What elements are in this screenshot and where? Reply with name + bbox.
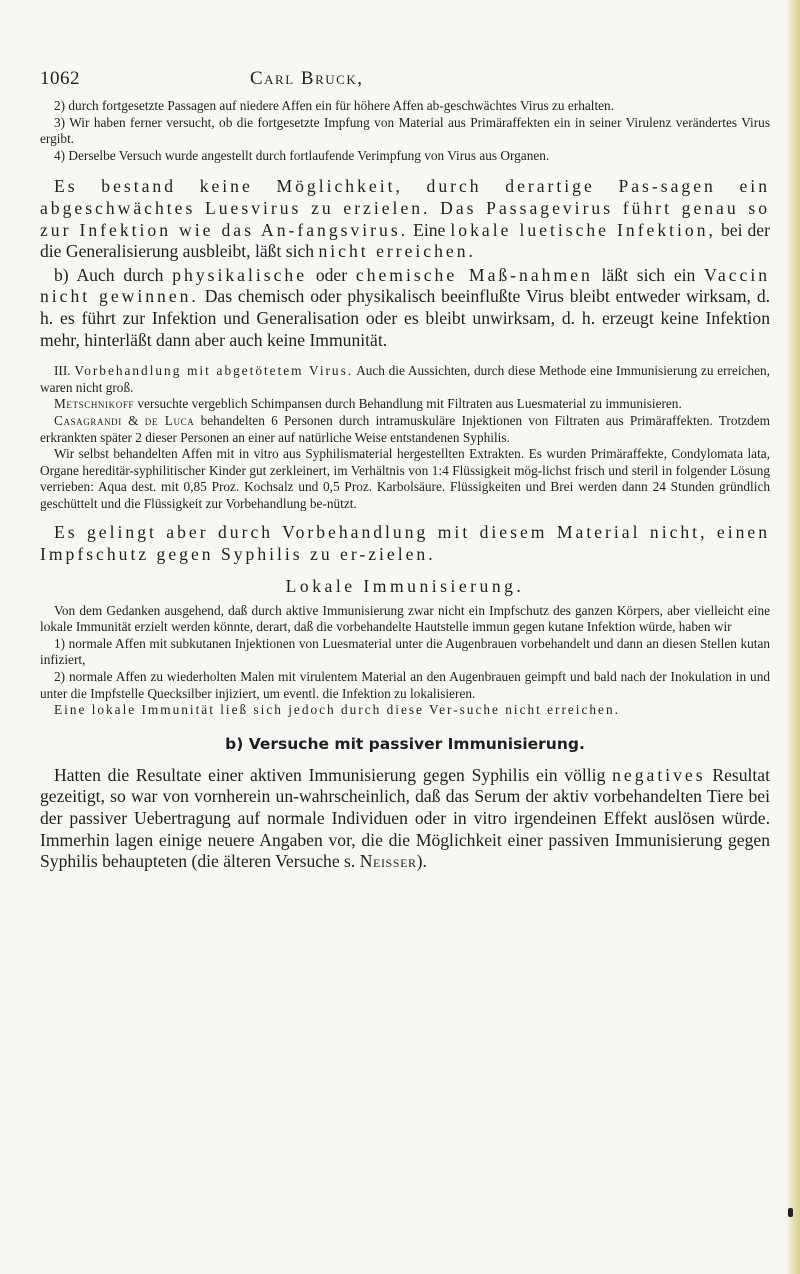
text-run: Hatten die Resultate einer aktiven Immunisierung gegen Syphilis ein völlig xyxy=(54,764,613,785)
text-run: oder xyxy=(307,264,356,285)
list-item: 2) durch fortgesetzte Passagen auf niedere Affen ein für höhere Affen ab-geschwächtes Virus zu erhalten. xyxy=(54,98,615,113)
paragraph-conclusion-vorbehandlung: Es gelingt aber durch Vorbehandlung mit diesem Material nicht, einen Impfschutz gegen Syphilis zu er-zielen. xyxy=(40,522,770,565)
running-header xyxy=(40,68,770,98)
spaced-emphasis: Vorbehandlung mit abgetötetem Virus. xyxy=(74,363,354,379)
author-name: Metschnikoff xyxy=(54,396,135,412)
paragraph-casagrandi xyxy=(40,413,770,446)
page-number: 1062 xyxy=(40,68,80,89)
text-run: Das chemisch oder physikalisch beeinflußte Virus bleibt entweder wirksam, d. h. es führt zur Infektion und Generalisation oder es bleibt unwirksam, d. h. erzeugt keine Infektion mehr, hinterläßt dann aber auch keine Immunität. xyxy=(40,286,771,350)
spaced-emphasis: Es bestand keine Möglichkeit, durch derartige Pas-sagen ein abgeschwächtes Luesvirus zu erzielen. Das Passagevirus führt genau so zur Infektion wie das An-fangsvirus. xyxy=(40,176,770,240)
list-item: 3) Wir haben ferner versucht, ob die fortgesetzte Impfung von Material aus Primäraffekten ein in seiner Virulenz verändertes Virus ergibt. xyxy=(40,114,770,147)
text-run: läßt sich ein xyxy=(592,264,705,285)
text-run: III. xyxy=(54,363,75,379)
author-name: Neisser xyxy=(359,851,417,872)
list-item: 2) normale Affen zu wiederholten Malen mit virulentem Material an den Augenbrauen geimpft und bald nach der Inokulation in und unter die Impfstelle Quecksilber injiziert, um eventl. die Infektion zu lokalisieren. xyxy=(40,669,770,701)
text-run: ). xyxy=(416,851,427,872)
section-heading-lokale: Lokale Immunisierung. xyxy=(285,575,525,596)
paragraph-lokale-conclusion: Eine lokale Immunität ließ sich jedoch durch diese Ver-suche nicht erreichen. xyxy=(54,702,620,718)
text-run: bei der die Generalisierung ausbleibt, läßt sich xyxy=(40,219,770,262)
book-page xyxy=(40,68,770,873)
author-name: de Luca xyxy=(144,412,195,428)
text-run: behandelten 6 Personen durch intramuskuläre Injektionen von Filtraten aus Primäraffekten. Trotzdem erkrankten später 2 dieser Personen an einer auf natürliche Weise entstandenen Syphilis. xyxy=(40,412,770,445)
section-heading-passive: b) Versuche mit passiver Immunisierung. xyxy=(225,734,585,753)
margin-mark xyxy=(788,1208,793,1217)
list-item: 1) normale Affen mit subkutanen Injektionen von Luesmaterial unter die Augenbrauen vorbehandelt und dann an diesen Stellen kutan infiziert, xyxy=(40,635,770,668)
spaced-emphasis: physikalische xyxy=(172,264,308,285)
paragraph-passage-result xyxy=(40,176,770,262)
spaced-emphasis: lokale luetische Infektion, xyxy=(450,219,716,240)
text-run: versuchte vergeblich Schimpansen durch Behandlung mit Filtraten aus Luesmaterial zu immunisieren. xyxy=(134,396,682,412)
paragraph-lokale-intro: Von dem Gedanken ausgehend, daß durch aktive Immunisierung zwar nicht ein Impfschutz des ganzen Körpers, aber vielleicht eine lokale Immunität erzielt werden könnte, derart, daß die vorbehandelte Hautstelle immun gegen kutane Infektion würde, haben wir xyxy=(40,602,770,635)
spaced-emphasis: negatives xyxy=(612,764,706,785)
paragraph-wir-selbst: Wir selbst behandelten Affen mit in vitro aus Syphilismaterial hergestellten Extrakten. Es wurden Primäraffekte, Condylomata lata, Organe hereditär-syphilitischer Kinder gut zerkleinert, im Verhältnis von 1:4 Flüssigkeit mög-lichst frisch und steril in folgender Lösung verrieben: Aqua dest. mit 0,85 Proz. Kochsalz und 0,5 Proz. Karbolsäure. Flüssigkeiten und Brei werden dann 24 Stunden gründlich geschüttelt und die Flüssigkeit zur Vorbehandlung be-nützt. xyxy=(40,446,770,511)
text-run: Resultat gezeitigt, so war von vornherein un-wahrscheinlich, daß das Serum der aktiv vorbehandelten Tiere bei der passiver Uebertragung auf normale Individuen oder in vitro irgendeinen Effekt auslösen würde. Immerhin lagen einige neuere Angaben vor, die die Möglichkeit einer passiven Immunisierung gegen Syphilis behaupteten (die älteren Versuche s. xyxy=(40,764,770,872)
text-run: & xyxy=(121,412,145,428)
paragraph-section-iii xyxy=(40,363,770,396)
spaced-emphasis: chemische Maß-nahmen xyxy=(355,264,593,285)
spaced-emphasis: Vaccin nicht gewinnen. xyxy=(40,264,771,307)
page-edge-shadow xyxy=(786,0,800,1274)
author-name: Casagrandi xyxy=(54,412,122,428)
list-item: 4) Derselbe Versuch wurde angestellt durch fortlaufende Verimpfung von Virus aus Organen. xyxy=(54,147,550,163)
text-run: Eine xyxy=(413,219,451,240)
spaced-emphasis: nicht erreichen. xyxy=(318,241,476,262)
paragraph-vaccine xyxy=(40,265,770,351)
paragraph-metschnikoff xyxy=(40,396,770,413)
text-run: Auch die Aussichten, durch diese Methode eine Immunisierung zu erreichen, waren nicht groß. xyxy=(40,363,770,395)
running-author: Carl Bruck, xyxy=(250,68,364,89)
paragraph-passive xyxy=(40,765,770,873)
text-run: b) Auch durch xyxy=(54,264,173,285)
